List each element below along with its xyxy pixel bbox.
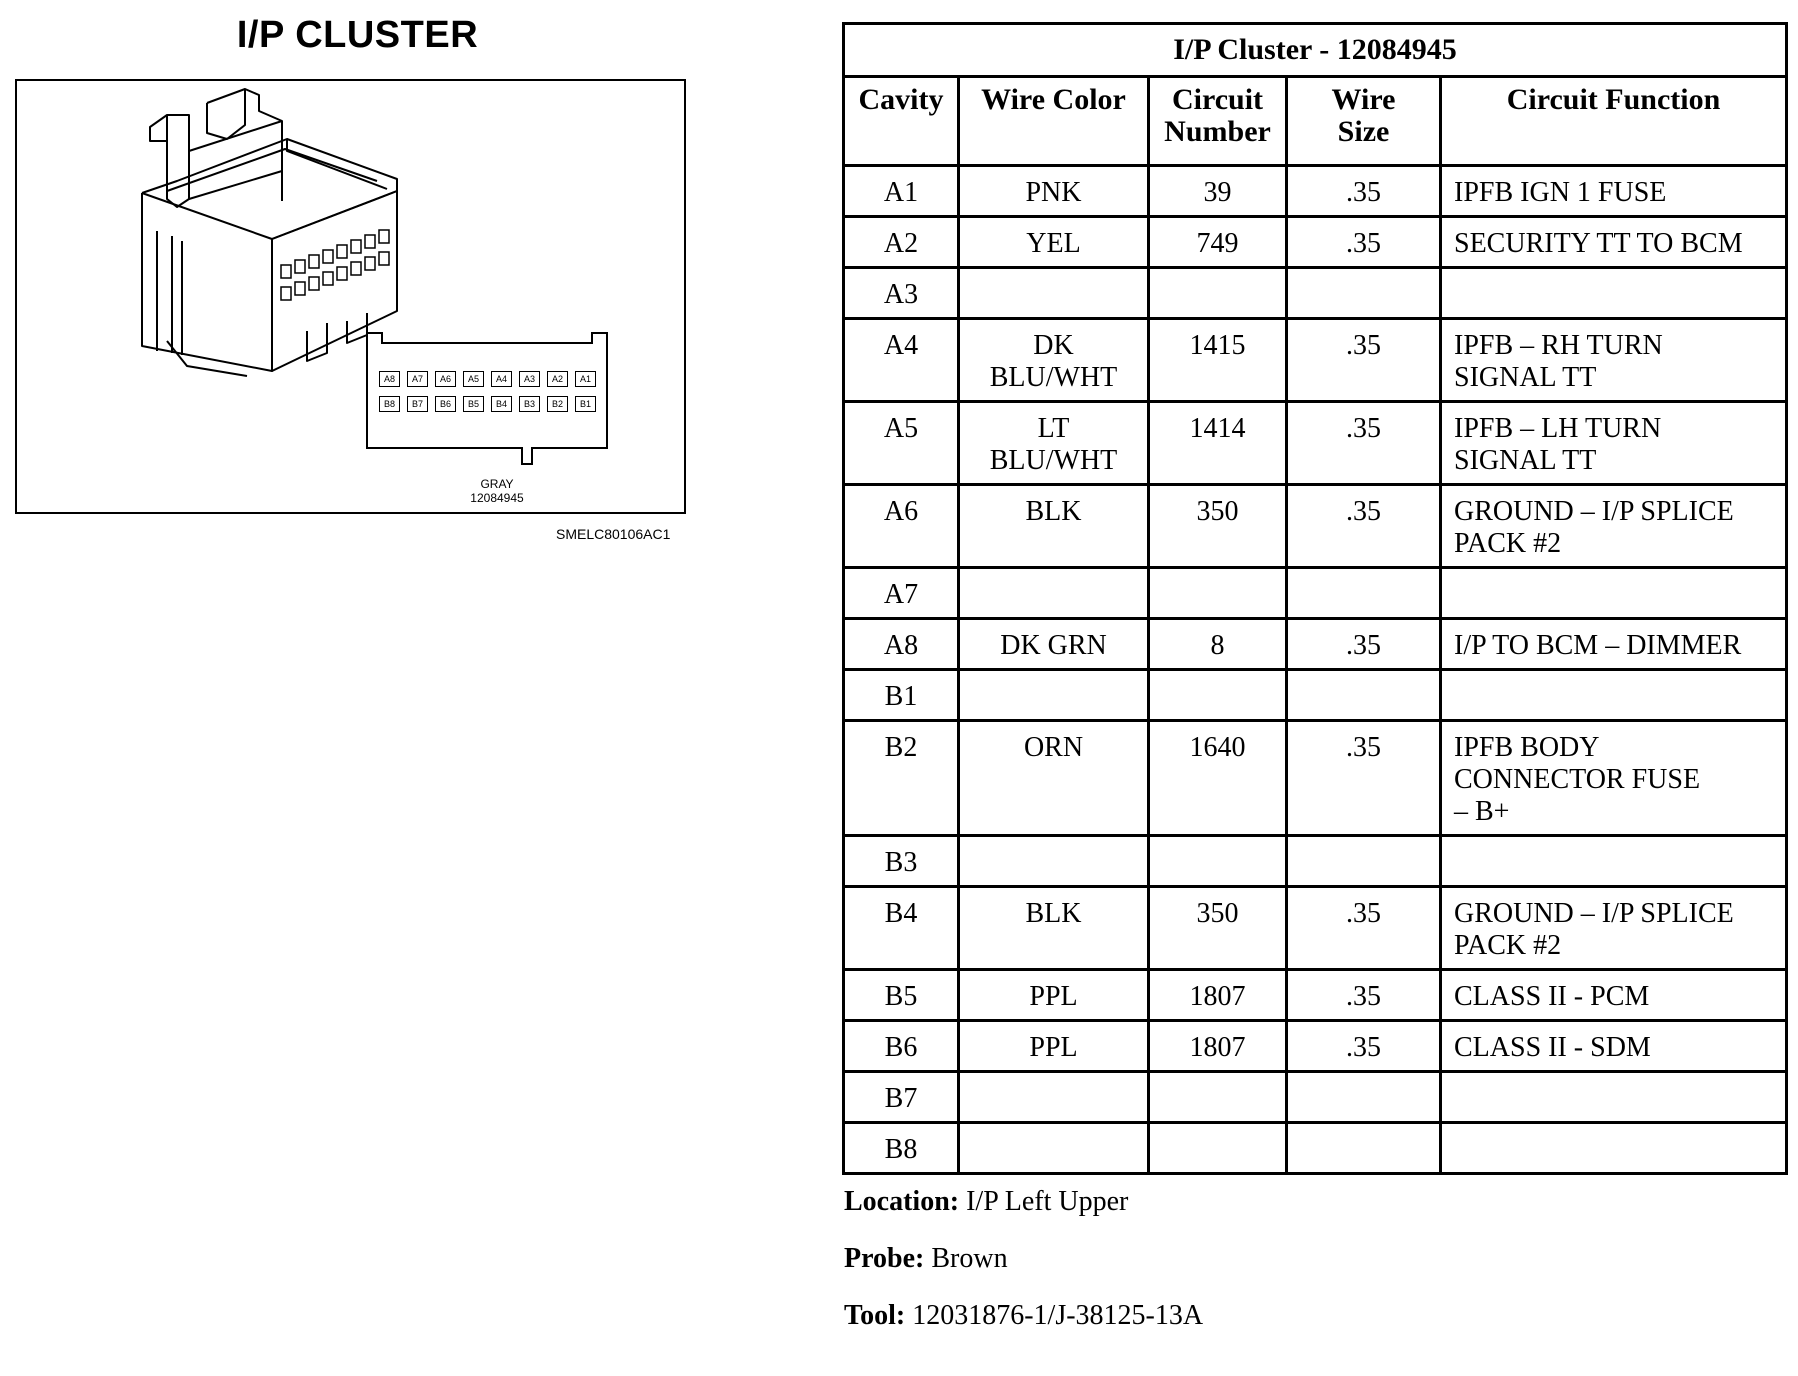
cell-cavity: A2 <box>844 217 959 268</box>
cavity-label: A8 <box>379 371 400 387</box>
cell-cavity: B3 <box>844 836 959 887</box>
cell-circuit-function: GROUND – I/P SPLICE PACK #2 <box>1441 485 1787 568</box>
cell-circuit-function <box>1441 670 1787 721</box>
cell-wire-color: YEL <box>959 217 1149 268</box>
table-title: I/P Cluster - 12084945 <box>844 24 1787 77</box>
cell-circuit-function <box>1441 836 1787 887</box>
cell-circuit-function: GROUND – I/P SPLICE PACK #2 <box>1441 887 1787 970</box>
location-note: Location: I/P Left Upper <box>844 1186 1129 1217</box>
tool-note: Tool: 12031876-1/J-38125-13A <box>844 1300 1204 1331</box>
cell-circuit-number: 39 <box>1149 166 1287 217</box>
cavity-label: A4 <box>491 371 512 387</box>
cell-wire-color: LT BLU/WHT <box>959 402 1149 485</box>
table-row <box>844 1072 1787 1123</box>
table-row <box>844 485 1787 568</box>
table-body <box>844 166 1787 1174</box>
cell-circuit-function: SECURITY TT TO BCM <box>1441 217 1787 268</box>
cell-cavity: B4 <box>844 887 959 970</box>
probe-note: Probe: Brown <box>844 1243 1008 1274</box>
cavity-label: B2 <box>547 396 568 412</box>
cell-wire-size <box>1287 1123 1441 1174</box>
table-row <box>844 568 1787 619</box>
cavity-label: A2 <box>547 371 568 387</box>
cell-wire-size: .35 <box>1287 217 1441 268</box>
cavity-label: A7 <box>407 371 428 387</box>
cell-circuit-number <box>1149 268 1287 319</box>
cell-wire-color <box>959 568 1149 619</box>
cell-circuit-number <box>1149 670 1287 721</box>
cell-wire-color <box>959 1123 1149 1174</box>
cell-circuit-function: IPFB IGN 1 FUSE <box>1441 166 1787 217</box>
cell-cavity: B2 <box>844 721 959 836</box>
table-row <box>844 402 1787 485</box>
cell-circuit-number: 350 <box>1149 485 1287 568</box>
cell-wire-color: BLK <box>959 485 1149 568</box>
cavity-label: B3 <box>519 396 540 412</box>
cell-circuit-function: CLASS II - SDM <box>1441 1021 1787 1072</box>
cell-cavity: B7 <box>844 1072 959 1123</box>
front-cavities <box>281 230 389 300</box>
cavity-label: A5 <box>463 371 484 387</box>
cell-wire-color: BLK <box>959 887 1149 970</box>
cell-cavity: A4 <box>844 319 959 402</box>
table-row <box>844 887 1787 970</box>
cell-wire-color: ORN <box>959 721 1149 836</box>
table-row <box>844 1123 1787 1174</box>
cavity-label: A1 <box>575 371 596 387</box>
cell-circuit-number: 1807 <box>1149 1021 1287 1072</box>
cell-circuit-function: IPFB – RH TURN SIGNAL TT <box>1441 319 1787 402</box>
cell-wire-color: PPL <box>959 1021 1149 1072</box>
cell-cavity: A5 <box>844 402 959 485</box>
table-row <box>844 670 1787 721</box>
cell-cavity: B1 <box>844 670 959 721</box>
cell-wire-size <box>1287 836 1441 887</box>
cell-wire-size: .35 <box>1287 1021 1441 1072</box>
cell-wire-size: .35 <box>1287 485 1441 568</box>
table-row <box>844 619 1787 670</box>
cell-wire-color: DK GRN <box>959 619 1149 670</box>
cell-wire-size: .35 <box>1287 166 1441 217</box>
cell-wire-size: .35 <box>1287 402 1441 485</box>
cell-wire-size: .35 <box>1287 721 1441 836</box>
cell-circuit-function: IPFB – LH TURN SIGNAL TT <box>1441 402 1787 485</box>
table-row <box>844 319 1787 402</box>
cell-wire-size: .35 <box>1287 319 1441 402</box>
cell-circuit-number: 350 <box>1149 887 1287 970</box>
cell-cavity: A3 <box>844 268 959 319</box>
cell-circuit-number <box>1149 1072 1287 1123</box>
cell-circuit-number: 1414 <box>1149 402 1287 485</box>
cavity-label: B7 <box>407 396 428 412</box>
header-cavity: Cavity <box>844 77 959 166</box>
cell-wire-size <box>1287 670 1441 721</box>
figure-code: SMELC80106AC1 <box>556 526 671 542</box>
cell-wire-color <box>959 836 1149 887</box>
cell-circuit-number <box>1149 836 1287 887</box>
cell-circuit-function <box>1441 1123 1787 1174</box>
cell-wire-color: PNK <box>959 166 1149 217</box>
cell-wire-color <box>959 268 1149 319</box>
cell-wire-size: .35 <box>1287 970 1441 1021</box>
cavity-label: B8 <box>379 396 400 412</box>
table-row <box>844 836 1787 887</box>
table-row <box>844 1021 1787 1072</box>
cavity-label: B5 <box>463 396 484 412</box>
table-row <box>844 217 1787 268</box>
table-row <box>844 970 1787 1021</box>
cell-wire-color: PPL <box>959 970 1149 1021</box>
cell-cavity: A8 <box>844 619 959 670</box>
connector-color-label: GRAY <box>480 477 514 491</box>
cell-wire-size <box>1287 268 1441 319</box>
cell-circuit-function <box>1441 568 1787 619</box>
cavity-label: B4 <box>491 396 512 412</box>
connector-figure <box>15 79 686 514</box>
cell-wire-size <box>1287 568 1441 619</box>
cell-cavity: A7 <box>844 568 959 619</box>
cell-cavity: A6 <box>844 485 959 568</box>
cell-circuit-function <box>1441 268 1787 319</box>
cell-circuit-number: 1807 <box>1149 970 1287 1021</box>
cell-cavity: A1 <box>844 166 959 217</box>
cell-wire-color <box>959 670 1149 721</box>
cell-cavity: B6 <box>844 1021 959 1072</box>
table-row <box>844 268 1787 319</box>
cavity-table <box>842 22 1788 1175</box>
header-wire-size: Wire Size <box>1287 77 1441 166</box>
cell-circuit-number: 1640 <box>1149 721 1287 836</box>
header-circuit-function: Circuit Function <box>1441 77 1787 166</box>
cavity-label: B6 <box>435 396 456 412</box>
cell-wire-color <box>959 1072 1149 1123</box>
figure-title: I/P CLUSTER <box>236 14 479 56</box>
cell-wire-size <box>1287 1072 1441 1123</box>
connector-drawing <box>17 81 688 516</box>
cavity-label: A3 <box>519 371 540 387</box>
cell-cavity: B8 <box>844 1123 959 1174</box>
cell-circuit-function: CLASS II - PCM <box>1441 970 1787 1021</box>
cell-circuit-number: 8 <box>1149 619 1287 670</box>
header-wire-color: Wire Color <box>959 77 1149 166</box>
table-row <box>844 721 1787 836</box>
cell-circuit-function: IPFB BODY CONNECTOR FUSE – B+ <box>1441 721 1787 836</box>
cell-wire-size: .35 <box>1287 887 1441 970</box>
cell-circuit-number <box>1149 1123 1287 1174</box>
cavity-label: A6 <box>435 371 456 387</box>
cell-circuit-number: 1415 <box>1149 319 1287 402</box>
header-circuit-number: Circuit Number <box>1149 77 1287 166</box>
cell-cavity: B5 <box>844 970 959 1021</box>
connector-part-number: 12084945 <box>470 491 524 505</box>
cell-wire-color: DK BLU/WHT <box>959 319 1149 402</box>
table-row <box>844 166 1787 217</box>
cell-circuit-function <box>1441 1072 1787 1123</box>
cell-circuit-number: 749 <box>1149 217 1287 268</box>
cell-circuit-number <box>1149 568 1287 619</box>
cell-wire-size: .35 <box>1287 619 1441 670</box>
cell-circuit-function: I/P TO BCM – DIMMER <box>1441 619 1787 670</box>
cavity-label: B1 <box>575 396 596 412</box>
